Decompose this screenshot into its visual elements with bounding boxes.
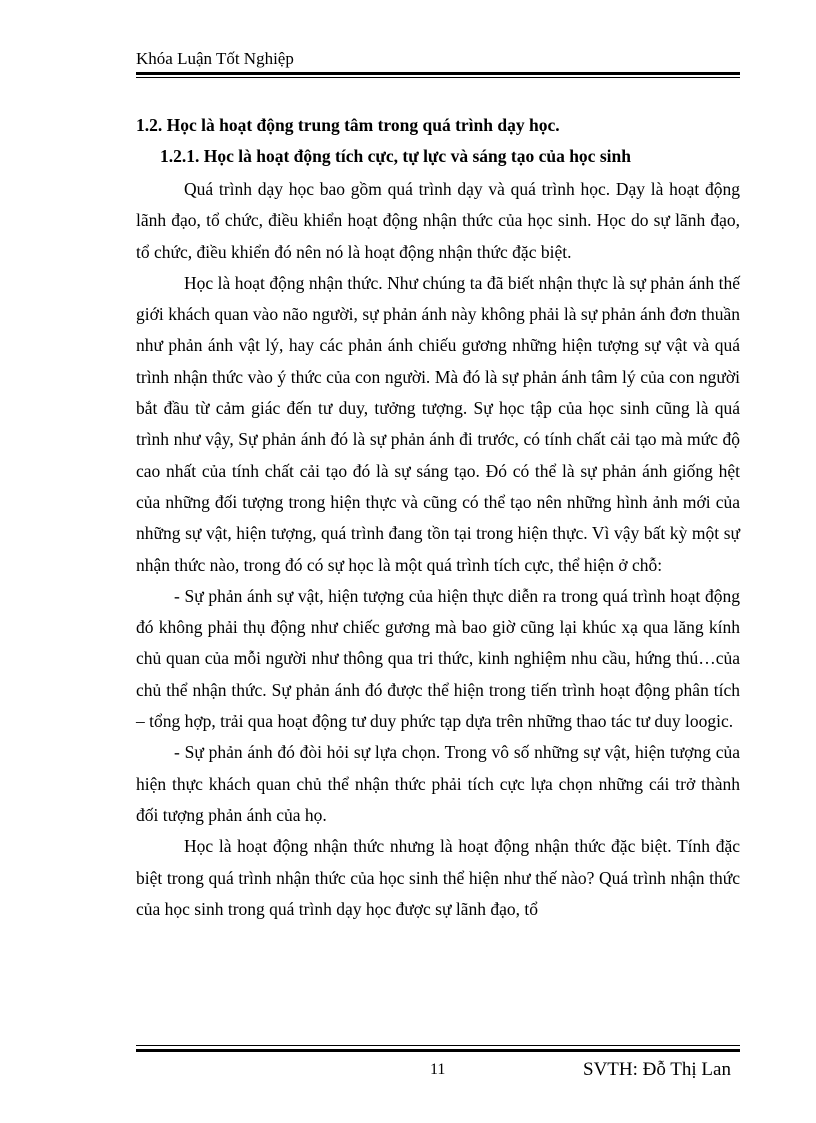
bullet-paragraph: - Sự phản ánh sự vật, hiện tượng của hiện thực diễn ra trong quá trình hoạt động đó không phải thụ động như chiếc gương mà bao giờ cũng lại khúc xạ qua lăng kính chủ quan của mỗi người như thông qua tri thức, kinh nghiệm nhu cầu, hứng thú…của chủ thể nhận thức. Sự phản ánh đó được thể hiện trong tiến trình hoạt động phân tích – tổng hợp, trải qua hoạt động tư duy phức tạp dựa trên những thao tác tư duy loogic. [136, 585, 740, 732]
page-number: 11 [430, 1061, 446, 1078]
footer-rule-thin [136, 1045, 740, 1046]
document-body [136, 110, 740, 925]
header-title: Khóa Luận Tốt Nghiệp [136, 49, 294, 68]
subsection-heading: 1.2.1. Học là hoạt động tích cực, tự lực và sáng tạo của học sinh [160, 146, 631, 166]
paragraph: Học là hoạt động nhận thức nhưng là hoạt động nhận thức đặc biệt. Tính đặc biệt trong quá trình nhận thức của học sinh thể hiện như thế nào? Quá trình nhận thức của học sinh trong quá trình dạy học được sự lãnh đạo, tổ [136, 836, 740, 919]
paragraph: Quá trình dạy học bao gồm quá trình dạy và quá trình học. Dạy là hoạt động lãnh đạo, tổ chức, điều khiển hoạt động nhận thức của học sinh. Học do sự lãnh đạo, tổ chức, điều khiển đó nên nó là hoạt động nhận thức đặc biệt. [136, 179, 740, 262]
author-name: SVTH: Đỗ Thị Lan [583, 1059, 731, 1080]
section-heading: 1.2. Học là hoạt động trung tâm trong quá trình dạy học. [136, 115, 560, 135]
paragraph: Học là hoạt động nhận thức. Như chúng ta đã biết nhận thực là sự phản ánh thế giới khách quan vào não người, sự phản ánh này không phải là sự phản ánh đơn thuần như phản ánh vật lý, hay các phản ánh chiếu gương những hiện tượng sự vật và quá trình nhận thức vào ý thức của con người. Mà đó là sự phản ánh tâm lý của con người bắt đầu từ cảm giác đến tư duy, tưởng tượng. Sự học tập của học sinh cũng là quá trình như vậy, Sự phản ánh đó là sự phản ánh đi trước, có tính chất cải tạo mà mức độ cao nhất của tính chất cải tạo đó là sự sáng tạo. Đó có thể là sự phản ánh giống hệt của những đối tượng trong hiện thực và cũng có thể tạo nên những hình ảnh mới của những sự vật, hiện tượng, quá trình đang tồn tại trong hiện thực. Vì vậy bất kỳ một sự nhận thức nào, trong đó có sự học là một quá trình tích cực, thể hiện ở chỗ: [136, 272, 740, 575]
header-rule-thin [136, 77, 740, 78]
footer-rule [136, 1049, 740, 1052]
header-rule [136, 72, 740, 75]
bullet-paragraph: - Sự phản ánh đó đòi hỏi sự lựa chọn. Trong vô số những sự vật, hiện tượng của hiện thực khách quan chủ thể nhận thức phải tích cực lựa chọn những cái trở thành đối tượng phản ánh của họ. [136, 742, 740, 825]
